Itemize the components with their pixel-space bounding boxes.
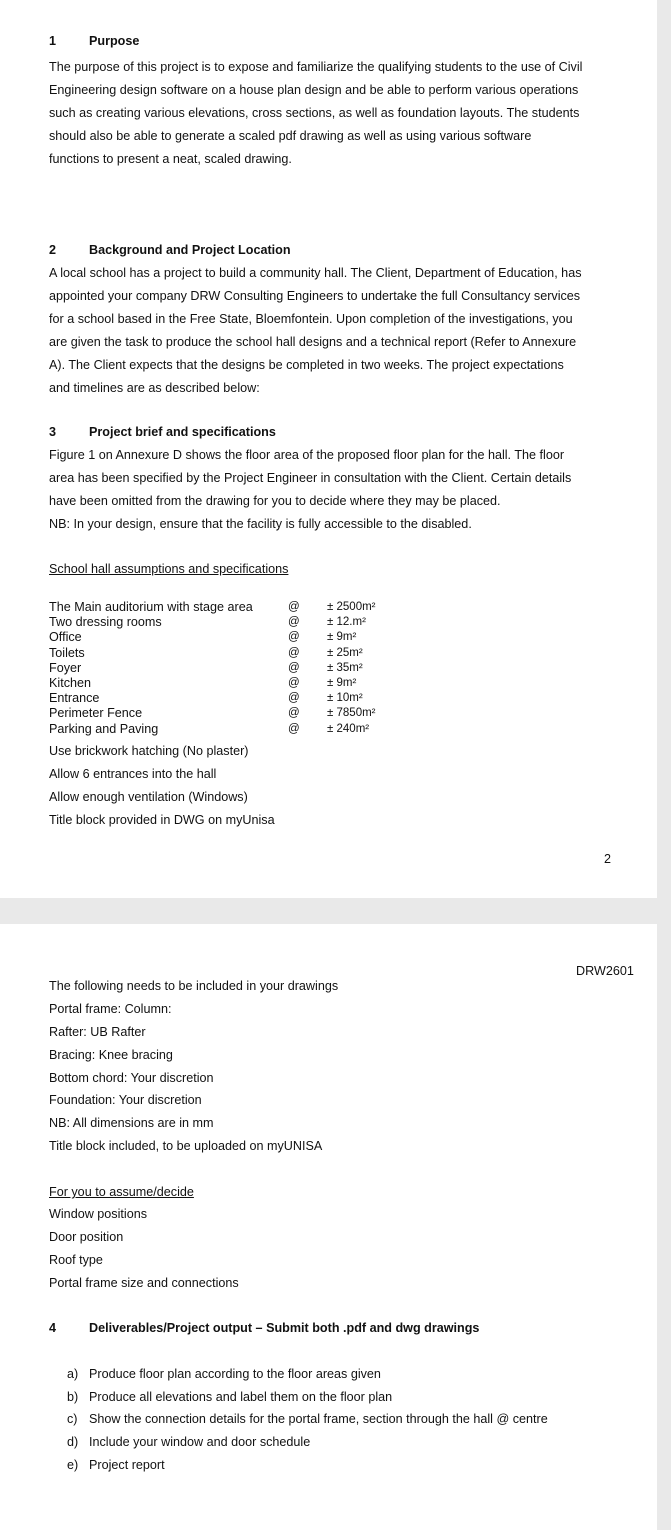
- note-line: Allow 6 entrances into the hall: [49, 767, 217, 781]
- section-2-title: Background and Project Location: [89, 243, 291, 257]
- include-line: Bottom chord: Your discretion: [49, 1071, 214, 1085]
- spec-item: Office: [49, 630, 82, 645]
- spec-area: ± 9m²: [327, 676, 357, 689]
- assume-item: Roof type: [49, 1253, 103, 1267]
- paragraph-line: area has been specified by the Project Engineer in consultation with the Client. Certain details: [49, 471, 572, 485]
- spec-item: Kitchen: [49, 675, 92, 690]
- deliverable-text: Produce floor plan according to the floor areas given: [89, 1367, 381, 1381]
- spec-area: ± 9m²: [327, 631, 357, 644]
- section-4-title: Deliverables/Project output – Submit both .pdf and dwg drawings: [89, 1321, 480, 1335]
- include-line: NB: All dimensions are in mm: [49, 1116, 214, 1130]
- include-line: Rafter: UB Rafter: [49, 1025, 146, 1039]
- include-line: Portal frame: Column:: [49, 1002, 172, 1016]
- spec-area: ± 35m²: [327, 661, 363, 674]
- assume-item: Door position: [49, 1230, 124, 1244]
- spec-item: The Main auditorium with stage area: [49, 600, 253, 614]
- paragraph-line: appointed your company DRW Consulting Engineers to undertake the full Consultancy services: [49, 289, 581, 303]
- spec-area: ± 7850m²: [327, 707, 376, 720]
- spec-item: Two dressing rooms: [49, 615, 162, 630]
- spec-at: @: [288, 722, 300, 735]
- deliverable-text: Produce all elevations and label them on the floor plan: [89, 1390, 393, 1404]
- deliverable-item: [67, 1363, 381, 1386]
- deliverable-item: [67, 1454, 165, 1477]
- note-line: Title block provided in DWG on myUnisa: [49, 813, 275, 827]
- include-line: Title block included, to be uploaded on myUNISA: [49, 1139, 323, 1153]
- paragraph-line: such as creating various elevations, cross sections, as well as foundation layouts. The students: [49, 106, 580, 120]
- paragraph-line: and timelines are as described below:: [49, 381, 260, 395]
- section-2-number: 2: [49, 243, 57, 257]
- section-1-paragraph: [49, 56, 612, 171]
- section-3-number: 3: [49, 425, 57, 439]
- section-2-paragraph: [49, 262, 612, 400]
- include-line: Bracing: Knee bracing: [49, 1048, 173, 1062]
- deliverable-label: b): [67, 1390, 79, 1404]
- spec-at: @: [288, 631, 300, 644]
- specs-heading: School hall assumptions and specifications: [49, 562, 289, 576]
- spec-area: ± 240m²: [327, 722, 370, 735]
- paragraph-line: Figure 1 on Annexure D shows the floor area of the proposed floor plan for the hall. The floor: [49, 448, 565, 462]
- spec-item: Entrance: [49, 691, 100, 706]
- include-line: The following needs to be included in your drawings: [49, 979, 339, 993]
- deliverable-text: Project report: [89, 1458, 165, 1472]
- assume-heading: For you to assume/decide: [49, 1185, 194, 1199]
- deliverable-label: a): [67, 1367, 79, 1381]
- header-course-code: DRW2601: [576, 964, 634, 978]
- section-1-number: 1: [49, 34, 57, 48]
- deliverable-label: d): [67, 1435, 79, 1449]
- paragraph-line: should also be able to generate a scaled pdf drawing as well as using various software: [49, 129, 532, 143]
- deliverable-text: Include your window and door schedule: [89, 1435, 311, 1449]
- paragraph-line: functions to present a neat, scaled drawing.: [49, 152, 292, 166]
- spec-item: Toilets: [49, 645, 85, 660]
- paragraph-line: A local school has a project to build a community hall. The Client, Department of Education, has: [49, 266, 582, 280]
- specs-items-column: [49, 600, 253, 737]
- note-line: Allow enough ventilation (Windows): [49, 790, 248, 804]
- page-number: 2: [604, 852, 612, 866]
- spec-at: @: [288, 707, 300, 720]
- deliverable-item: [67, 1431, 310, 1454]
- note-line: Use brickwork hatching (No plaster): [49, 744, 249, 758]
- include-line: Foundation: Your discretion: [49, 1093, 202, 1107]
- spec-at: @: [288, 601, 300, 613]
- section-1-title: Purpose: [89, 34, 140, 48]
- assume-item: Portal frame size and connections: [49, 1276, 239, 1290]
- section-3-title: Project brief and specifications: [89, 425, 276, 439]
- spec-item: Parking and Paving: [49, 721, 159, 736]
- section-4-number: 4: [49, 1321, 57, 1335]
- spec-area: ± 10m²: [327, 692, 363, 705]
- spec-at: @: [288, 692, 300, 705]
- spec-at: @: [288, 676, 300, 689]
- spec-item: Foyer: [49, 660, 82, 675]
- paragraph-line: have been omitted from the drawing for you to decide where they may be placed.: [49, 494, 501, 508]
- specs-at-column: [288, 600, 300, 737]
- section-3-paragraph: [49, 444, 612, 536]
- document-page-2: [0, 924, 657, 1530]
- spec-at: @: [288, 646, 300, 659]
- deliverable-text: Show the connection details for the portal frame, section through the hall @ centre: [89, 1412, 548, 1426]
- deliverable-item: [67, 1386, 392, 1409]
- deliverable-label: e): [67, 1458, 79, 1472]
- spec-at: @: [288, 616, 300, 629]
- deliverable-label: c): [67, 1412, 78, 1426]
- specs-area-column: [327, 600, 376, 737]
- paragraph-line: Engineering design software on a house plan design and be able to perform various operations: [49, 83, 579, 97]
- paragraph-line: are given the task to produce the school hall designs and a technical report (Refer to Annexure: [49, 335, 577, 349]
- spec-item: Perimeter Fence: [49, 706, 143, 721]
- spec-area: ± 25m²: [327, 646, 363, 659]
- assume-item: Window positions: [49, 1207, 147, 1221]
- deliverable-item: [67, 1408, 548, 1431]
- spec-area: ± 2500m²: [327, 601, 376, 613]
- paragraph-line: A). The Client expects that the designs be completed in two weeks. The project expectations: [49, 358, 564, 372]
- spec-at: @: [288, 661, 300, 674]
- spec-area: ± 12.m²: [327, 616, 366, 629]
- paragraph-line: NB: In your design, ensure that the facility is fully accessible to the disabled.: [49, 517, 472, 531]
- paragraph-line: The purpose of this project is to expose and familiarize the qualifying students to the use of Civil: [49, 60, 583, 74]
- paragraph-line: for a school based in the Free State, Bloemfontein. Upon completion of the investigations, you: [49, 312, 573, 326]
